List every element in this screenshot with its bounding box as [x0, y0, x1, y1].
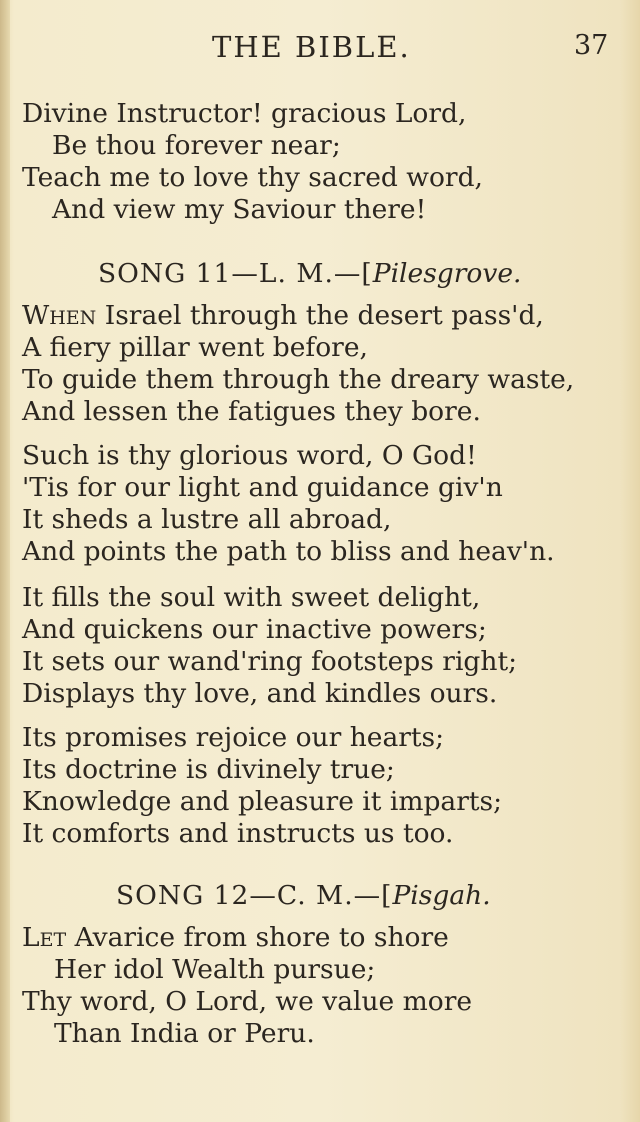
verse-line: Divine Instructor! gracious Lord,: [22, 98, 467, 129]
verse-line: It sets our wand'ring footsteps right;: [22, 646, 518, 677]
verse-line: Its promises rejoice our hearts;: [22, 722, 445, 753]
song-heading: [116, 880, 491, 911]
verse-line: Be thou forever near;: [52, 130, 341, 161]
page-number: 37: [574, 30, 609, 61]
verse-line: 'Tis for our light and guidance giv'n: [22, 472, 503, 503]
verse-line: And view my Saviour there!: [52, 194, 427, 225]
page-header: [0, 30, 640, 70]
verse-line: Her idol Wealth pursue;: [54, 954, 376, 985]
song-number: SONG 12—C. M.—[: [116, 880, 393, 911]
tune-name: Pisgah.: [392, 880, 491, 911]
verse-line: Than India or Peru.: [54, 1018, 315, 1049]
drop-word: Let: [22, 922, 67, 953]
verse-line: Such is thy glorious word, O God!: [22, 440, 477, 471]
verse-line: [22, 922, 449, 954]
tune-name: Pilesgrove.: [372, 258, 522, 289]
verse-line: Knowledge and pleasure it imparts;: [22, 786, 503, 817]
page-gutter: [0, 0, 10, 1122]
running-title: THE BIBLE.: [212, 30, 411, 64]
verse-text: Avarice from shore to shore: [66, 922, 449, 953]
verse-line: It comforts and instructs us too.: [22, 818, 454, 849]
verse-line: It fills the soul with sweet delight,: [22, 582, 481, 613]
song-number: SONG 11—L. M.—[: [98, 258, 373, 289]
verse-line: And lessen the fatigues they bore.: [22, 396, 481, 427]
verse-line: Thy word, O Lord, we value more: [22, 986, 473, 1017]
verse-text: Israel through the desert pass'd,: [96, 300, 544, 331]
verse-line: [22, 300, 544, 332]
verse-line: A fiery pillar went before,: [22, 332, 368, 363]
verse-line: And points the path to bliss and heav'n.: [22, 536, 555, 567]
verse-line: Its doctrine is divinely true;: [22, 754, 395, 785]
verse-line: Teach me to love thy sacred word,: [22, 162, 483, 193]
verse-line: It sheds a lustre all abroad,: [22, 504, 392, 535]
song-heading: [98, 258, 521, 289]
drop-word: When: [22, 300, 97, 331]
verse-line: To guide them through the dreary waste,: [22, 364, 575, 395]
verse-line: Displays thy love, and kindles ours.: [22, 678, 498, 709]
verse-line: And quickens our inactive powers;: [22, 614, 487, 645]
